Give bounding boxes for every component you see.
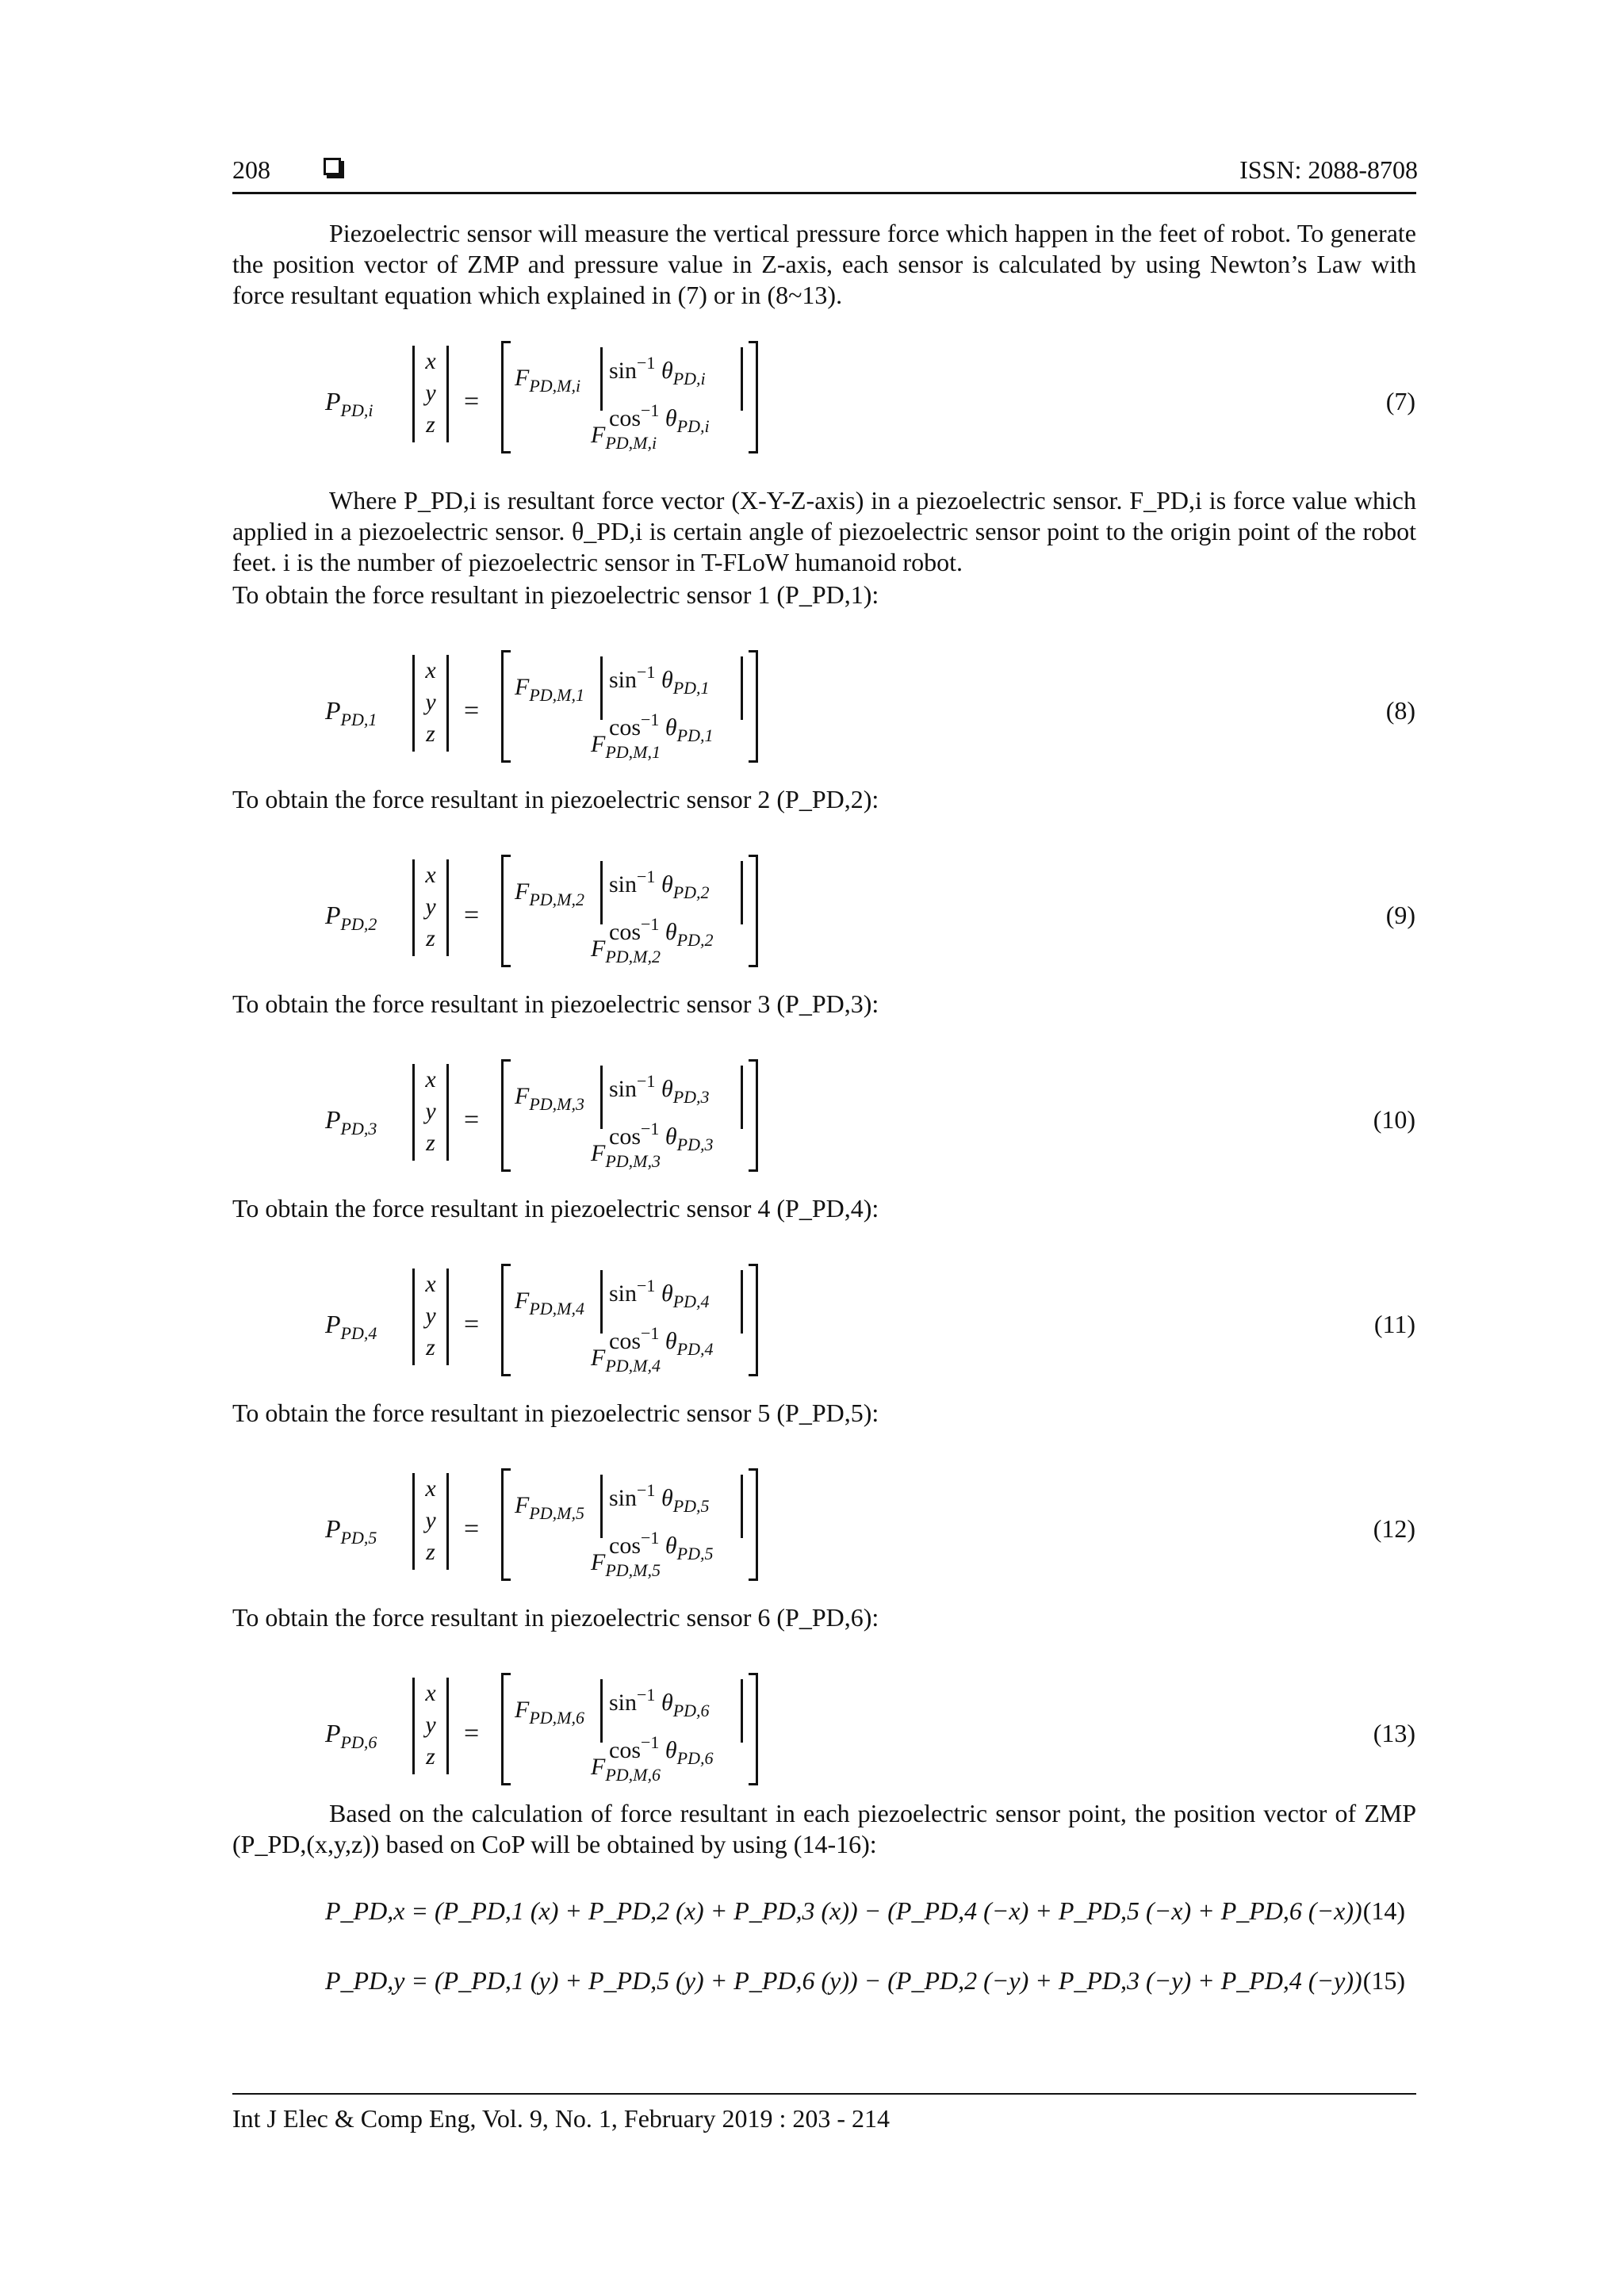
equation-intro-2: To obtain the force resultant in piezoelectric sensor 2 (P_PD,2): — [232, 785, 879, 813]
force-matrix — [501, 1468, 758, 1581]
footer-citation: Int J Elec & Comp Eng, Vol. 9, No. 1, February 2019 : 203 - 214 — [232, 2104, 890, 2133]
equation-14-number: (14) — [1362, 1896, 1405, 1925]
page-number: 208 — [232, 155, 270, 184]
force-z: $F_{PD,M,5}$ — [591, 1549, 661, 1580]
sin-label: sin — [609, 667, 638, 693]
equals-sign: = — [464, 901, 480, 930]
sin-label: sin — [609, 1076, 638, 1102]
force-matrix — [501, 1264, 758, 1376]
equation-14-text: P_PD,x = (P_PD,1 (x) + P_PD,2 (x) + P_PD,3 (x)) − (P_PD,4 (−x) + P_PD,5 (−x) + P_PD,6 (−x)) — [325, 1896, 1362, 1925]
xyz-vector: x y z — [412, 655, 449, 752]
equation-lhs: $P_{PD,3}$ — [325, 1105, 377, 1138]
sin-label: sin — [609, 1689, 638, 1716]
cos-label: cos — [609, 405, 641, 431]
equation-lhs: $P_{PD,i}$ — [325, 387, 373, 420]
equation-intro-6: To obtain the force resultant in piezoelectric sensor 6 (P_PD,6): — [232, 1603, 879, 1632]
force-magnitude: $F_{PD,M,4}$ — [515, 1288, 584, 1318]
equation-lhs: $P_{PD,5}$ — [325, 1514, 377, 1548]
sin-label: sin — [609, 358, 638, 384]
xyz-vector: x y z — [412, 1269, 449, 1365]
angle-vector: $\sin^{-1} \theta_{PD,4}$ $\cos^{-1} \theta_{PD,4}$ — [600, 1270, 743, 1334]
matrix-equation — [325, 650, 1416, 769]
angle-vector: $\sin^{-1} \theta_{PD,2}$ $\cos^{-1} \theta_{PD,2}$ — [600, 861, 743, 924]
xyz-vector: x y z — [412, 1064, 449, 1161]
equation-index: 6 — [368, 1732, 377, 1752]
force-magnitude: $F_{PD,M,3}$ — [515, 1083, 584, 1114]
equation-index: 5 — [368, 1528, 377, 1548]
matrix-equation — [325, 855, 1416, 974]
force-magnitude: $F_{PD,M,6}$ — [515, 1697, 584, 1728]
equation-index: 2 — [368, 914, 377, 934]
force-magnitude: $F_{PD,M,2}$ — [515, 878, 584, 909]
matrix-equation — [325, 1264, 1416, 1383]
force-z: $F_{PD,M,2}$ — [591, 936, 661, 966]
equation-lhs: $P_{PD,6}$ — [325, 1719, 377, 1752]
equation-number: (11) — [1373, 1310, 1415, 1338]
equals-sign: = — [464, 1105, 480, 1135]
equals-sign: = — [464, 387, 480, 416]
force-magnitude: $F_{PD,M,i}$ — [515, 365, 581, 396]
equation-index: i — [368, 400, 373, 420]
angle-vector: $\sin^{-1} \theta_{PD,1}$ $\cos^{-1} \theta_{PD,1}$ — [600, 656, 743, 720]
issn: ISSN: 2088-8708 — [1239, 155, 1418, 184]
equation-number: (8) — [1385, 696, 1415, 725]
footer-rule — [232, 2093, 1416, 2095]
equation-intro-1: To obtain the force resultant in piezoelectric sensor 1 (P_PD,1): — [232, 580, 879, 609]
angle-vector: $\sin^{-1} \theta_{PD,5}$ $\cos^{-1} \theta_{PD,5}$ — [600, 1475, 743, 1538]
equals-sign: = — [464, 1719, 480, 1748]
force-matrix — [501, 650, 758, 763]
equation-number: (9) — [1385, 901, 1415, 929]
equation-lhs: $P_{PD,4}$ — [325, 1310, 377, 1343]
cos-label: cos — [609, 1533, 641, 1559]
force-matrix — [501, 855, 758, 967]
equation-15-text: P_PD,y = (P_PD,1 (y) + P_PD,5 (y) + P_PD,6 (y)) − (P_PD,2 (−y) + P_PD,3 (−y) + P_PD,4 (−y)) — [325, 1966, 1362, 1995]
equation-intro-3: To obtain the force resultant in piezoelectric sensor 3 (P_PD,3): — [232, 989, 879, 1018]
cos-label: cos — [609, 714, 641, 740]
equation-number: (13) — [1373, 1719, 1415, 1747]
equation-lhs: $P_{PD,2}$ — [325, 901, 377, 934]
header-rule — [232, 192, 1416, 194]
sin-label: sin — [609, 1485, 638, 1511]
matrix-equation — [325, 1673, 1416, 1792]
sin-label: sin — [609, 871, 638, 897]
matrix-equation — [325, 341, 1416, 460]
force-z: $F_{PD,M,i}$ — [591, 422, 657, 453]
conclusion-paragraph: Based on the calculation of force resultant in each piezoelectric sensor point, the position vector of ZMP (P_PD,(x,y,z)) based on CoP will be obtained by using (14-16): — [232, 1799, 1416, 1858]
xyz-vector: x y z — [412, 859, 449, 956]
equals-sign: = — [464, 1310, 480, 1339]
equation-index: 3 — [368, 1119, 377, 1138]
force-matrix — [501, 1673, 758, 1785]
equals-sign: = — [464, 1514, 480, 1544]
force-z: $F_{PD,M,6}$ — [591, 1754, 661, 1785]
matrix-equation — [325, 1059, 1416, 1178]
cos-label: cos — [609, 1328, 641, 1354]
equation-number: (10) — [1373, 1105, 1415, 1134]
force-magnitude: $F_{PD,M,5}$ — [515, 1492, 584, 1523]
force-matrix — [501, 341, 758, 453]
angle-vector: $\sin^{-1} \theta_{PD,6}$ $\cos^{-1} \theta_{PD,6}$ — [600, 1679, 743, 1743]
cos-label: cos — [609, 1123, 641, 1150]
square-bullet-icon — [324, 158, 341, 175]
equation-index: 4 — [368, 1323, 377, 1343]
intro-paragraph: Piezoelectric sensor will measure the vertical pressure force which happen in the feet of robot. To generate the position vector of ZMP and pressure value in Z-axis, each sensor is calculated by using Newton’s Law with force resultant equation which explained in (7) or in (8~13). — [232, 219, 1416, 309]
equation-intro-4: To obtain the force resultant in piezoelectric sensor 4 (P_PD,4): — [232, 1194, 879, 1223]
equation-15-number: (15) — [1362, 1966, 1405, 1995]
equation-number: (7) — [1385, 387, 1415, 415]
equation-index: 1 — [368, 710, 377, 729]
where-paragraph: Where P_PD,i is resultant force vector (X-Y-Z-axis) in a piezoelectric sensor. F_PD,i is force value which applied in a piezoelectric sensor. θ_PD,i is certain angle of piezoelectric sensor point to the origin point of the robot feet. i is the number of piezoelectric sensor in T-FLoW humanoid robot. — [232, 486, 1416, 576]
xyz-vector: x y z — [412, 346, 449, 442]
force-z: $F_{PD,M,1}$ — [591, 731, 661, 762]
angle-vector: $\sin^{-1} \theta_{PD,3}$ $\cos^{-1} \theta_{PD,3}$ — [600, 1066, 743, 1129]
xyz-vector: x y z — [412, 1473, 449, 1570]
sin-label: sin — [609, 1280, 638, 1307]
cos-label: cos — [609, 1737, 641, 1763]
force-matrix — [501, 1059, 758, 1172]
force-magnitude: $F_{PD,M,1}$ — [515, 674, 584, 705]
matrix-equation — [325, 1468, 1416, 1587]
force-z: $F_{PD,M,3}$ — [591, 1140, 661, 1171]
xyz-vector: x y z — [412, 1678, 449, 1774]
cos-label: cos — [609, 919, 641, 945]
equation-14 — [325, 1896, 1362, 1926]
equation-lhs: $P_{PD,1}$ — [325, 696, 377, 729]
equals-sign: = — [464, 696, 480, 725]
equation-15 — [325, 1966, 1362, 1996]
angle-vector: $\sin^{-1} \theta_{PD,i}$ $\cos^{-1} \theta_{PD,i}$ — [600, 347, 743, 411]
equation-intro-5: To obtain the force resultant in piezoelectric sensor 5 (P_PD,5): — [232, 1399, 879, 1427]
force-z: $F_{PD,M,4}$ — [591, 1345, 661, 1376]
equation-number: (12) — [1373, 1514, 1415, 1543]
